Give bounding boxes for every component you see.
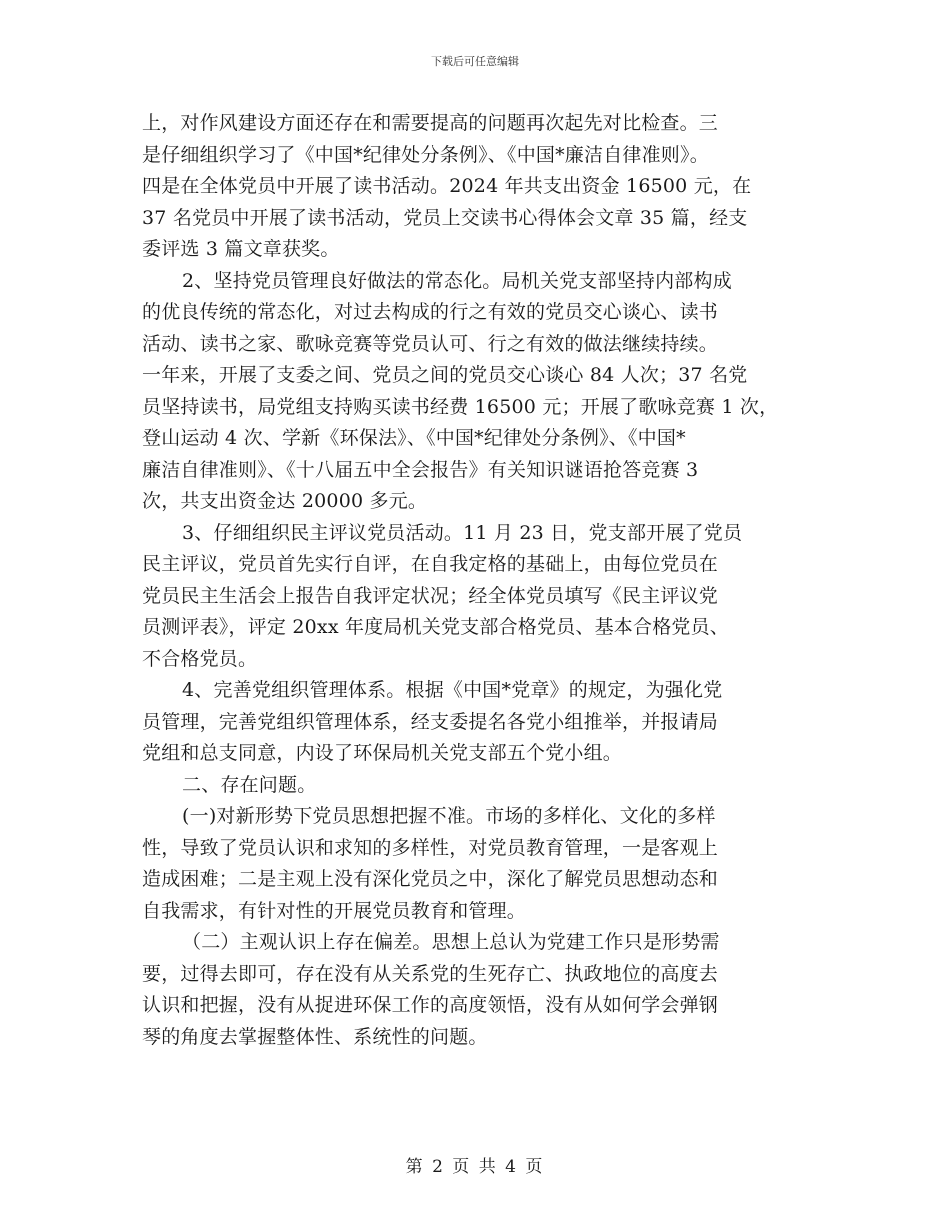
- text-line: 要，过得去即可，存在没有从关系党的生死存亡、执政地位的高度去: [142, 962, 719, 985]
- paragraph-3: [142, 518, 812, 676]
- text-line: 员测评表》，评定 20xx 年度局机关党支部合格党员、基本合格党员、: [142, 616, 729, 638]
- text-line: 委评选 3 篇文章获奖。: [142, 238, 340, 260]
- text-line: 次，共支出资金达 20000 多元。: [142, 490, 428, 512]
- text-line: （二）主观认识上存在偏差。思想上总认为党建工作只是形势需: [182, 931, 720, 953]
- text-line: 党组和总支同意，内设了环保局机关党支部五个党小组。: [142, 742, 623, 764]
- text-line: 琴的角度去掌握整体性、系统性的问题。: [142, 1025, 488, 1048]
- text-line: 员坚持读书，局党组支持购买读书经费 16500 元；开展了歌咏竞赛 1 次，: [142, 395, 779, 418]
- text-line: 3、仔细组织民主评议党员活动。11 月 23 日，党支部开展了党员: [182, 521, 743, 544]
- text-line: 一年来，开展了支委之间、党员之间的党员交心谈心 84 人次；37 名党: [142, 364, 748, 386]
- text-line: 四是在全体党员中开展了读书活动。2024 年共支出资金 16500 元，在: [142, 175, 752, 197]
- text-line: 认识和把握，没有从捉进环保工作的高度领悟，没有从如何学会弹钢: [142, 994, 719, 1016]
- text-line: 造成困难；二是主观上没有深化党员之中，深化了解党员思想动态和: [142, 868, 719, 890]
- text-line: 是仔细组织学习了《中国*纪律处分条例》、《中国*廉洁自律准则》。: [142, 143, 709, 166]
- text-line: (一)对新形势下党员思想把握不准。市场的多样化、文化的多样: [182, 805, 716, 827]
- text-line: 2、坚持党员管理良好做法的常态化。局机关党支部坚持内部构成: [182, 269, 732, 292]
- text-line: 不合格党员。: [142, 647, 258, 670]
- text-line: 4、完善党组织管理体系。根据《中国*党章》的规定，为强化党: [182, 679, 723, 701]
- paragraph-4: [142, 675, 812, 770]
- text-line: 党员民主生活会上报告自我评定状况；经全体党员填写《民主评议党: [142, 584, 719, 607]
- page-header: 下载后可任意编辑: [431, 55, 519, 68]
- text-line: 廉洁自律准则》、《十八届五中全会报告》有关知识谜语抢答竞赛 3: [142, 458, 699, 481]
- text-line: 登山运动 4 次、学新《环保法》、《中国*纪律处分条例》、《中国*: [142, 427, 686, 449]
- text-line: 37 名党员中开展了读书活动，党员上交读书心得体会文章 35 篇，经支: [142, 206, 748, 229]
- paragraph-continued: [142, 108, 812, 266]
- paragraph-2: [142, 266, 812, 518]
- paragraph-problem-2: [142, 927, 812, 1053]
- paragraph-problem-1: [142, 801, 812, 927]
- text-line: 员管理，完善党组织管理体系，经支委提名各党小组推举，并报请局: [142, 710, 719, 733]
- text-line: 民主评议，党员首先实行自评，在自我定格的基础上，由每位党员在: [142, 553, 719, 575]
- text-line: 自我需求，有针对性的开展党员教育和管理。: [142, 899, 527, 922]
- text-line: 活动、读书之家、歌咏竞赛等党员认可、行之有效的做法继续持续。: [142, 332, 719, 355]
- page-footer: 第 2 页 共 4 页: [405, 1157, 545, 1177]
- text-line: 上，对作风建设方面还存在和需要提高的问题再次起先对比检查。三: [142, 112, 719, 134]
- text-line: 的优良传统的常态化，对过去构成的行之有效的党员交心谈心、读书: [142, 301, 719, 323]
- text-line: 二、存在问题。: [182, 773, 317, 796]
- section-heading-problems: [142, 770, 812, 802]
- text-line: 性，导致了党员认识和求知的多样性，对党员教育管理，一是客观上: [142, 836, 719, 859]
- document-body: [142, 108, 812, 1053]
